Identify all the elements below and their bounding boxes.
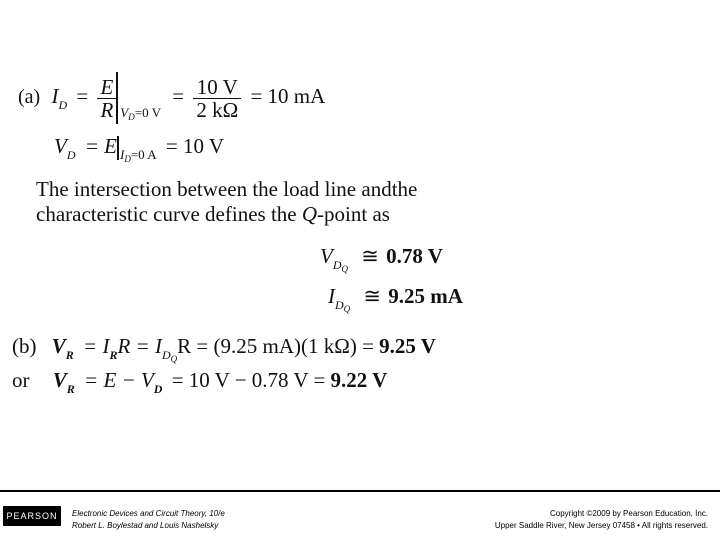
numerator-10v: 10 V	[193, 76, 241, 99]
eval-i-sub: D	[124, 154, 131, 164]
or-label: or	[12, 368, 30, 392]
part-a-label: (a)	[18, 85, 41, 108]
part-b-label: (b)	[12, 334, 37, 358]
description-line-2-pre: characteristic curve defines the	[36, 202, 302, 226]
part-b-vr-equation-1	[12, 334, 436, 364]
vr-calc-rest: R = (9.25 mA)(1 kΩ) =	[177, 334, 380, 358]
book-authors: Robert L. Boylestad and Louis Nashelsky	[72, 521, 219, 530]
vdq-sub-q: Q	[341, 264, 348, 274]
vdq-subscript	[333, 258, 348, 272]
equals-ir: = I	[83, 334, 110, 358]
book-title: Electronic Devices and Circuit Theory, 10/e	[72, 509, 225, 518]
vd-equals-e: = E	[84, 134, 117, 158]
id-subscript: D	[58, 97, 68, 112]
id-result: = 10 mA	[250, 83, 326, 108]
vd-subscript-b: D	[153, 382, 163, 396]
equals-sign-2: =	[172, 83, 185, 108]
ten-v-over-2k-fraction	[193, 76, 241, 121]
idq-symbol: I	[328, 284, 335, 308]
eval-i: I	[120, 147, 125, 162]
vdq-sub-d: D	[332, 258, 342, 272]
vr-result-2: 9.22 V	[330, 368, 388, 392]
r-equals-id: R = I	[117, 334, 162, 358]
idq-subscript-b	[162, 348, 177, 362]
idq-value-line	[328, 284, 463, 314]
approx-sign-2: ≅	[363, 284, 382, 308]
vd-symbol: V	[54, 134, 67, 158]
vdq-value-line	[320, 244, 443, 274]
description-line-2	[36, 202, 417, 227]
vd-subscript: D	[66, 148, 76, 162]
vd-result: = 10 V	[165, 134, 224, 158]
evaluation-bar	[116, 72, 118, 124]
vr-subscript-1: R	[65, 348, 74, 362]
eval-i-value: =0 A	[130, 147, 157, 162]
vr-symbol-1: V	[51, 334, 66, 358]
idq-value: 9.25 mA	[388, 284, 463, 308]
fraction-numerator-e: E	[97, 76, 116, 99]
vdq-value: 0.78 V	[386, 244, 443, 268]
vr-result-1: 9.25 V	[379, 334, 436, 358]
vr-subscript-2: R	[66, 382, 75, 396]
idq-b-sub-d: D	[161, 348, 171, 362]
id-symbol: I	[51, 83, 59, 108]
description-line-1: The intersection between the load line andthe	[36, 177, 418, 201]
denominator-2kohm: 2 kΩ	[196, 97, 239, 122]
approx-sign-1: ≅	[361, 244, 379, 268]
idq-sub-q: Q	[343, 304, 351, 314]
e-minus-vd: = E − V	[84, 368, 154, 392]
part-a-id-equation	[18, 72, 325, 124]
vdq-symbol: V	[320, 244, 333, 268]
idq-sub-d: D	[335, 298, 344, 312]
eval-v-value: =0 V	[134, 104, 161, 120]
fraction-denominator-r: R	[100, 97, 114, 122]
qpoint-description	[36, 177, 417, 227]
equals-sign: =	[76, 83, 89, 108]
e-over-r-fraction	[97, 76, 116, 121]
part-b-vr-equation-2	[12, 368, 388, 396]
idq-subscript	[335, 298, 350, 312]
part-a-vd-equation	[54, 134, 224, 164]
description-line-2-post: -point as	[317, 202, 390, 226]
eval-at-vd-zero	[120, 105, 161, 120]
pearson-logo: PEARSON	[3, 506, 61, 526]
ir-subscript: R	[109, 348, 118, 362]
idq-b-sub-q: Q	[170, 354, 178, 364]
vd-evaluation-bar	[117, 136, 119, 160]
eval-at-id-zero	[120, 147, 157, 162]
q-italic: Q	[301, 202, 318, 226]
vr-calc-rest-2: = 10 V − 0.78 V =	[171, 368, 331, 392]
eval-v: V	[120, 104, 129, 120]
publisher-address: Upper Saddle River, New Jersey 07458 • All rights reserved.	[494, 521, 708, 530]
copyright-text: Copyright ©2009 by Pearson Education, Inc.	[550, 509, 708, 518]
eval-v-sub: D	[128, 111, 135, 122]
vr-symbol-2: V	[52, 368, 67, 392]
slide-footer	[0, 490, 720, 542]
